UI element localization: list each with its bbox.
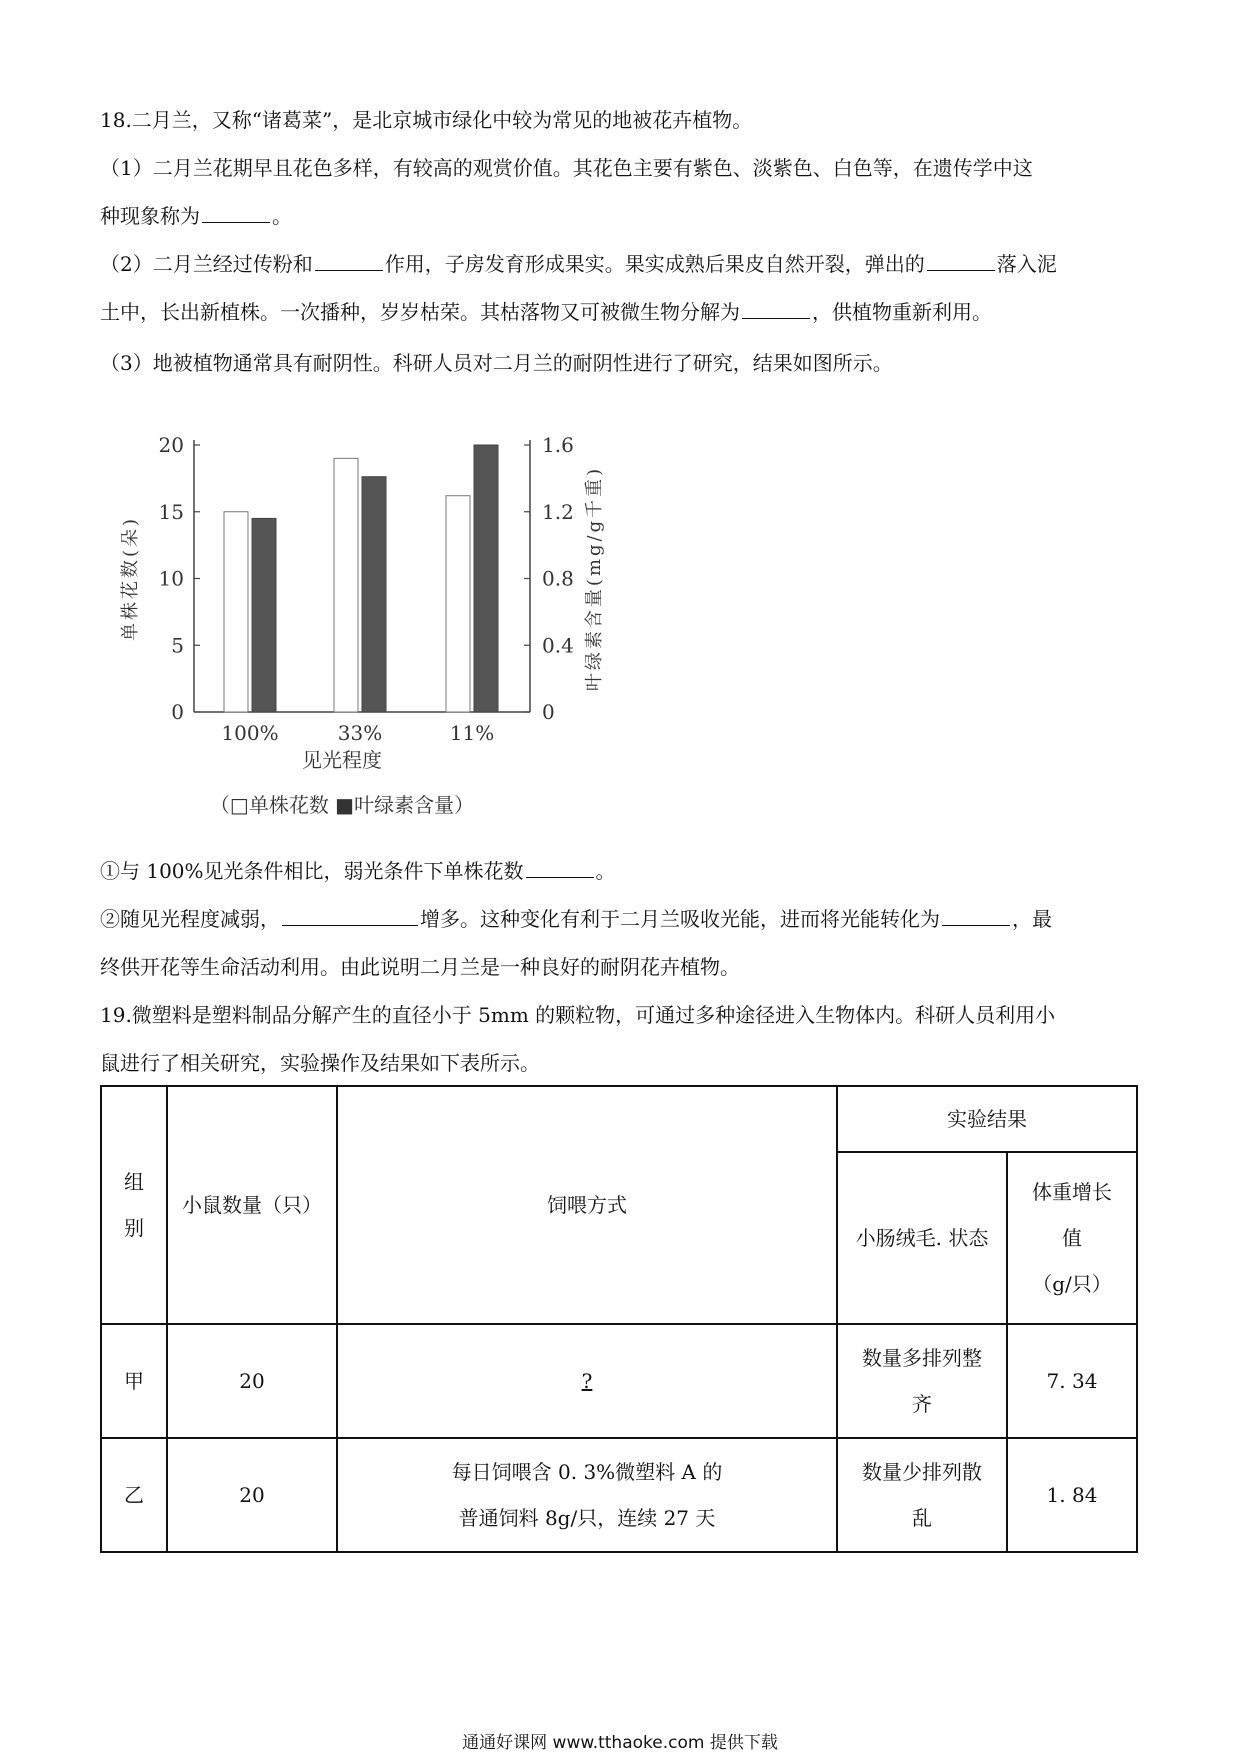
q18-sub1-text: ①与 100%见光条件相比，弱光条件下单株花数 <box>100 859 524 883</box>
bar-flower-count <box>334 458 358 712</box>
bar-chlorophyll <box>474 445 498 712</box>
answer-blank-7[interactable] <box>942 907 1010 926</box>
header-results: 实验结果 <box>837 1086 1137 1152</box>
unknown-feed-mark: ? <box>581 1369 593 1393</box>
right-tick-label: 1.2 <box>542 499 574 524</box>
bar-chlorophyll <box>362 477 386 712</box>
left-tick-label: 15 <box>158 499 184 524</box>
cell-count: 20 <box>167 1324 337 1438</box>
table-row <box>101 1324 1137 1438</box>
header-feeding-method: 饲喂方式 <box>337 1086 837 1324</box>
q18-sub1-end: 。 <box>595 859 616 883</box>
cell-group: 甲 <box>101 1324 167 1438</box>
cell-weight: 1. 84 <box>1007 1438 1137 1552</box>
light-response-chart <box>110 420 630 820</box>
q18-sub1 <box>100 857 616 885</box>
right-axis-title: 叶绿素含量(mg/g千重) <box>584 465 605 692</box>
left-tick-label: 20 <box>158 433 184 457</box>
header-villi-state: 小肠绒毛. 状态 <box>837 1152 1007 1324</box>
answer-blank-2[interactable] <box>315 252 383 271</box>
answer-blank-6[interactable] <box>282 907 418 926</box>
q18-part3: （3）地被植物通常具有耐阴性。科研人员对二月兰的耐阴性进行了研究，结果如图所示。 <box>100 351 893 375</box>
q18-part2-line1 <box>100 250 1057 278</box>
cell-villi: 数量少排列散 乱 <box>837 1438 1007 1552</box>
page-footer: 通通好课网 www.tthaoke.com 提供下载 <box>462 1733 778 1753</box>
q18-part1-line2 <box>100 202 292 230</box>
right-tick-label: 0.8 <box>542 566 574 591</box>
left-tick-label: 5 <box>171 633 184 658</box>
q18-part2-text-c: 落入泥 <box>996 252 1057 276</box>
q18-part1-line1: （1）二月兰花期早且花色多样，有较高的观赏价值。其花色主要有紫色、淡紫色、白色等，在遗传学中这 <box>100 156 1033 180</box>
bar-flower-count <box>446 496 470 712</box>
left-axis-title: 单株花数(朵) <box>120 515 141 642</box>
bar-flower-count <box>224 512 248 712</box>
right-tick-label: 0.4 <box>542 633 574 658</box>
q18-sub2-line1 <box>100 905 1052 933</box>
q18-sub2-text-a: ②随见光程度减弱， <box>100 907 280 931</box>
q19-intro-line1: 19.微塑料是塑料制品分解产生的直径小于 5mm 的颗粒物，可通过多种途径进入生物体内。科研人员利用小 <box>100 1003 1056 1027</box>
answer-blank-5[interactable] <box>526 859 594 878</box>
q18-part2-line2 <box>100 298 992 326</box>
right-tick-label: 0 <box>542 700 555 724</box>
q19-intro-line2: 鼠进行了相关研究，实验操作及结果如下表所示。 <box>100 1051 540 1075</box>
experiment-table <box>100 1085 1138 1553</box>
x-tick-label: 11% <box>449 721 495 745</box>
x-axis-title: 见光程度 <box>302 748 382 772</box>
q18-part2-text-b: 作用，子房发育形成果实。果实成熟后果皮自然开裂，弹出的 <box>384 252 925 276</box>
answer-blank-3[interactable] <box>927 252 995 271</box>
cell-group: 乙 <box>101 1438 167 1552</box>
cell-villi: 数量多排列整 齐 <box>837 1324 1007 1438</box>
left-tick-label: 10 <box>158 566 184 591</box>
chart-bars <box>224 445 498 712</box>
right-tick-label: 1.6 <box>542 433 574 457</box>
header-mouse-count: 小鼠数量（只） <box>167 1086 337 1324</box>
cell-count: 20 <box>167 1438 337 1552</box>
q18-part2-text-e: ，供植物重新利用。 <box>812 300 992 324</box>
q18-sub2-line2: 终供开花等生命活动利用。由此说明二月兰是一种良好的耐阴花卉植物。 <box>100 955 740 979</box>
q18-part2-text-a: （2）二月兰经过传粉和 <box>100 252 313 276</box>
x-tick-label: 33% <box>337 721 383 745</box>
q18-sub2-text-c: ，最 <box>1012 907 1052 931</box>
answer-blank-1[interactable] <box>202 204 270 223</box>
q18-sub2-text-b: 增多。这种变化有利于二月兰吸收光能，进而将光能转化为 <box>420 907 940 931</box>
cell-feed: 每日饲喂含 0. 3%微塑料 A 的 普通饲料 8g/只，连续 27 天 <box>337 1438 837 1552</box>
q18-part1-end: 。 <box>272 204 292 228</box>
chart-legend: （□单株花数 ■叶绿素含量） <box>209 793 475 817</box>
q18-part1-text: 种现象称为 <box>100 204 200 228</box>
x-tick-label: 100% <box>221 721 279 745</box>
cell-weight: 7. 34 <box>1007 1324 1137 1438</box>
bar-chlorophyll <box>252 518 276 712</box>
left-tick-label: 0 <box>171 700 184 724</box>
answer-blank-4[interactable] <box>742 300 810 319</box>
header-group: 组 别 <box>101 1086 167 1324</box>
q18-part2-text-d: 土中，长出新植株。一次播种，岁岁枯荣。其枯落物又可被微生物分解为 <box>100 300 740 324</box>
q18-intro: 18.二月兰，又称“诸葛菜”，是北京城市绿化中较为常见的地被花卉植物。 <box>100 108 753 132</box>
table-row <box>101 1438 1137 1552</box>
cell-feed <box>337 1324 837 1438</box>
header-weight-gain: 体重增长 值 （g/只） <box>1007 1152 1137 1324</box>
